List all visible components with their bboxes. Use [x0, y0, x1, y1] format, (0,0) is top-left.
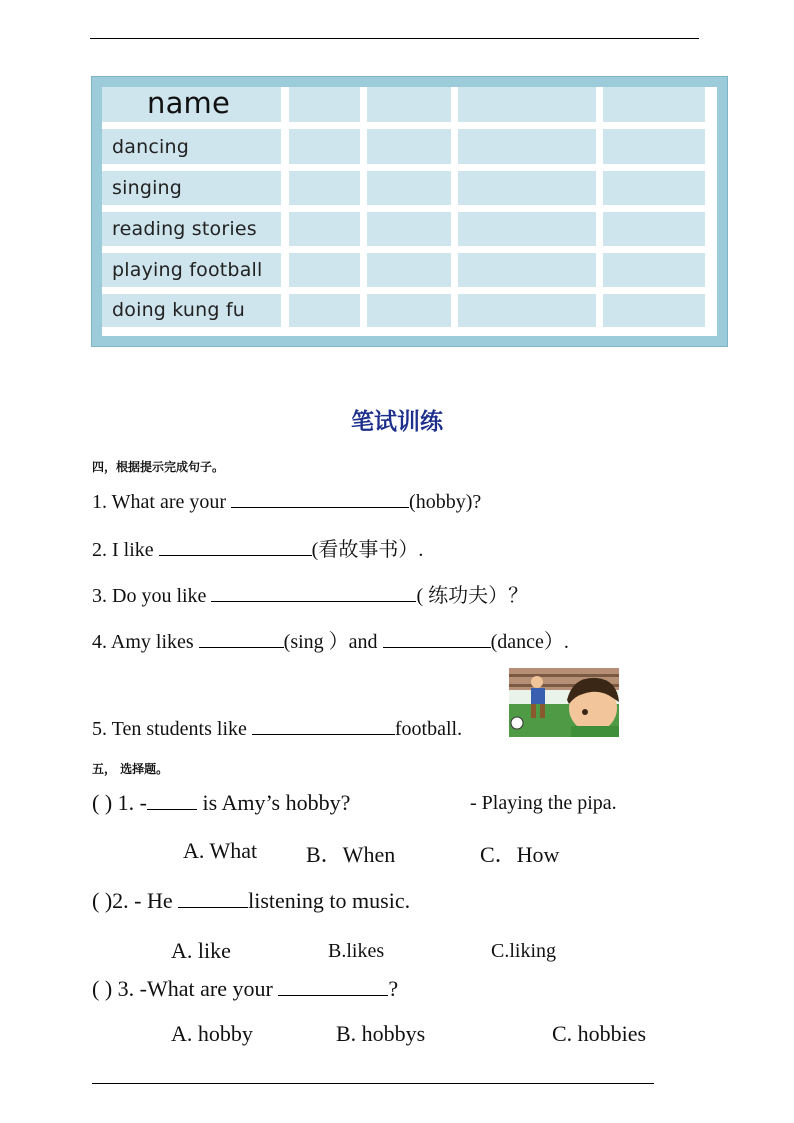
sentence-1	[92, 489, 481, 514]
question-1-number: ( ) 1. -	[92, 790, 147, 815]
survey-row-label: doing kung fu	[112, 299, 246, 321]
survey-empty-cell	[458, 129, 596, 164]
survey-empty-cell	[603, 129, 705, 164]
q1-option-a[interactable]: A. What	[183, 838, 258, 863]
survey-row-label: playing football	[112, 259, 263, 281]
question-2-blank[interactable]	[178, 889, 248, 908]
sentence-1-hint: (hobby)?	[409, 491, 482, 513]
survey-empty-cell	[458, 171, 596, 205]
survey-empty-cell	[603, 294, 705, 327]
sentence-5	[92, 716, 462, 741]
section-4-heading: 四，根据提示完成句子。	[92, 460, 225, 474]
survey-empty-cell	[289, 87, 360, 122]
survey-row-label: reading stories	[112, 218, 257, 240]
answer-blank-5[interactable]	[252, 716, 395, 735]
survey-empty-cell	[289, 294, 360, 327]
section-title: 笔试训练	[351, 409, 443, 435]
q2-option-a[interactable]: A. like	[171, 938, 231, 963]
q2-option-b[interactable]: B.likes	[328, 940, 385, 962]
survey-empty-cell	[603, 87, 705, 122]
survey-row-label-cell	[102, 294, 281, 327]
sentence-3-hint: ( 练功夫）？	[416, 585, 529, 607]
sentence-5-tail: football.	[394, 718, 463, 740]
sentence-2-hint: (看故事书）.	[311, 539, 424, 561]
survey-empty-cell	[367, 212, 451, 246]
answer-blank-1[interactable]	[231, 489, 409, 508]
section-5-heading: 五， 选择题。	[92, 762, 169, 776]
survey-empty-cell	[289, 171, 360, 205]
survey-empty-cell	[367, 171, 451, 205]
hobby-survey-table	[91, 76, 728, 347]
survey-row-label-cell	[102, 171, 281, 205]
answer-blank-4b[interactable]	[383, 629, 491, 648]
sentence-5-text: 5. Ten students like	[92, 718, 252, 740]
survey-empty-cell	[289, 212, 360, 246]
question-2-number: ( )2. - He	[92, 888, 179, 913]
sentence-4-text: 4. Amy likes	[92, 631, 199, 653]
answer-blank-4a[interactable]	[199, 629, 284, 648]
survey-header-name: name	[147, 86, 231, 120]
survey-row-label-cell	[102, 253, 281, 287]
survey-empty-cell	[367, 253, 451, 287]
question-3	[92, 976, 398, 1002]
survey-grid	[102, 87, 717, 336]
sentence-3	[92, 579, 528, 608]
survey-row-label-cell	[102, 212, 281, 246]
question-3-number: ( ) 3. -What are your	[92, 976, 279, 1001]
sentence-4	[92, 625, 569, 654]
answer-blank-3[interactable]	[211, 583, 416, 602]
answer-blank-2[interactable]	[159, 537, 312, 556]
question-1-reply: - Playing the pipa.	[470, 792, 617, 814]
question-3-blank[interactable]	[278, 977, 388, 996]
survey-empty-cell	[367, 87, 451, 122]
survey-empty-cell	[458, 253, 596, 287]
q1-option-b[interactable]: B．When	[306, 842, 396, 867]
bottom-rule	[92, 1083, 654, 1084]
survey-empty-cell	[458, 294, 596, 327]
sentence-2-text: 2. I like	[92, 539, 159, 561]
question-1-text: is Amy’s hobby?	[196, 790, 351, 815]
sentence-1-text: 1. What are your	[92, 491, 232, 513]
survey-row-label: singing	[112, 177, 183, 199]
survey-empty-cell	[603, 253, 705, 287]
survey-row-label-cell	[102, 129, 281, 164]
survey-header-cell	[102, 87, 281, 122]
survey-empty-cell	[367, 129, 451, 164]
survey-empty-cell	[367, 294, 451, 327]
question-1-blank[interactable]	[147, 791, 197, 810]
survey-empty-cell	[603, 171, 705, 205]
q3-option-a[interactable]: A. hobby	[171, 1021, 253, 1046]
sentence-4-hint-a: (sing ）and	[283, 631, 383, 653]
survey-empty-cell	[289, 129, 360, 164]
question-2	[92, 888, 410, 914]
survey-row-label: dancing	[112, 136, 189, 158]
sentence-2	[92, 533, 423, 562]
q1-option-c[interactable]: C．How	[480, 842, 560, 867]
survey-empty-cell	[289, 253, 360, 287]
q3-option-c[interactable]: C. hobbies	[552, 1021, 647, 1046]
question-2-text: listening to music.	[248, 888, 411, 913]
survey-empty-cell	[458, 212, 596, 246]
q3-option-b[interactable]: B. hobbys	[336, 1021, 426, 1046]
sentence-3-text: 3. Do you like	[92, 585, 212, 607]
survey-empty-cell	[603, 212, 705, 246]
question-1	[92, 790, 350, 816]
survey-empty-cell	[458, 87, 596, 122]
top-rule	[90, 38, 699, 39]
football-boy-illustration	[509, 668, 619, 737]
q2-option-c[interactable]: C.liking	[491, 940, 557, 962]
sentence-4-hint-b: (dance）.	[490, 631, 569, 653]
question-3-text: ?	[388, 976, 399, 1001]
